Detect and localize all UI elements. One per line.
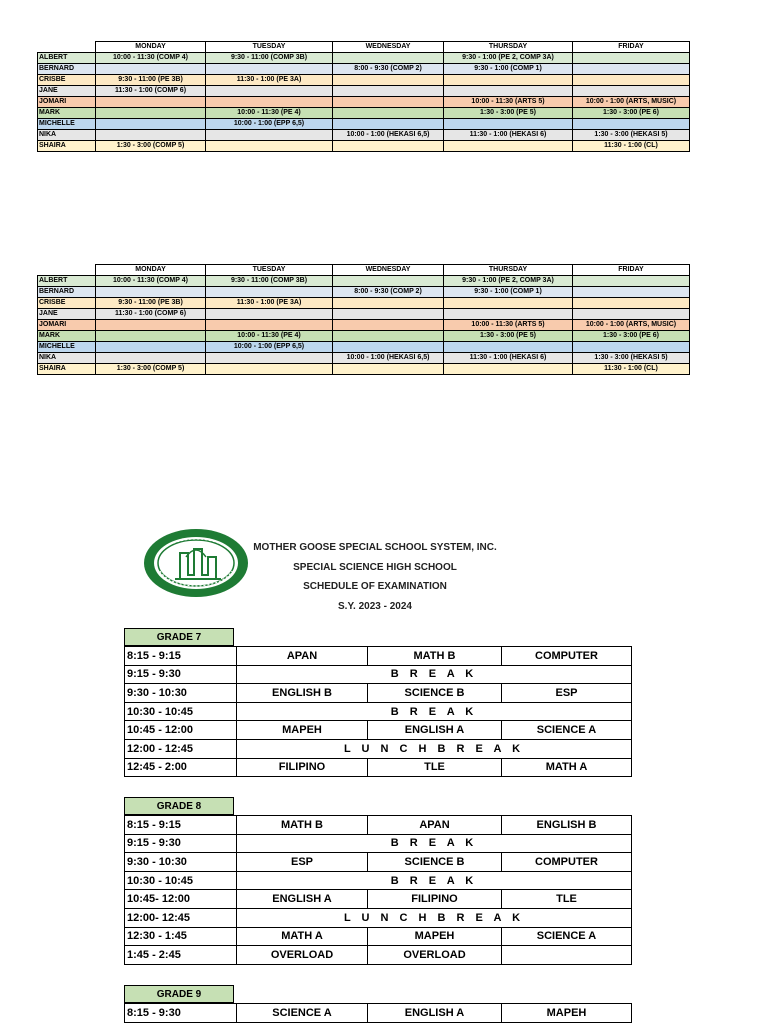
exam-subject: TLE — [368, 758, 502, 777]
schedule-cell — [573, 298, 690, 309]
exam-subject: TLE — [502, 890, 632, 909]
teacher-row — [38, 108, 690, 119]
schedule-cell: 1:30 - 3:00 (PE 6) — [573, 108, 690, 119]
schedule-cell — [96, 97, 206, 108]
schedule-cell — [444, 364, 573, 375]
schedule-cell — [96, 119, 206, 130]
schedule-cell — [573, 119, 690, 130]
schedule-cell — [333, 75, 444, 86]
exam-schedule-table — [124, 646, 632, 777]
schedule-cell: 10:00 - 11:30 (PE 4) — [206, 331, 333, 342]
schedule-cell — [206, 364, 333, 375]
exam-row — [125, 816, 632, 835]
school-seal-logo — [142, 527, 250, 599]
grade-label: GRADE 9 — [124, 985, 234, 1003]
exam-header — [250, 538, 500, 616]
exam-subject: ESP — [237, 853, 368, 872]
exam-time: 9:30 - 10:30 — [125, 684, 237, 703]
teacher-row — [38, 119, 690, 130]
schedule-cell — [206, 64, 333, 75]
header-corner-cell — [38, 42, 96, 53]
day-header: WEDNESDAY — [333, 42, 444, 53]
teacher-name: ALBERT — [38, 53, 96, 64]
exam-subject: ESP — [502, 684, 632, 703]
document-title: SCHEDULE OF EXAMINATION — [303, 581, 447, 592]
schedule-cell — [573, 53, 690, 64]
exam-subject: APAN — [368, 816, 502, 835]
exam-time: 8:15 - 9:30 — [125, 1004, 237, 1023]
exam-subject: MATH A — [237, 927, 368, 946]
exam-time: 9:15 - 9:30 — [125, 665, 237, 684]
schedule-cell — [573, 86, 690, 97]
schedule-cell: 11:30 - 1:00 (PE 3A) — [206, 75, 333, 86]
teacher-row — [38, 75, 690, 86]
schedule-cell: 9:30 - 11:00 (PE 3B) — [96, 75, 206, 86]
exam-subject: FILIPINO — [237, 758, 368, 777]
lunch-break-cell: L U N C H B R E A K — [237, 908, 632, 927]
exam-row — [125, 946, 632, 965]
schedule-cell — [96, 342, 206, 353]
teacher-name: BERNARD — [38, 287, 96, 298]
schedule-cell: 1:30 - 3:00 (PE 6) — [573, 331, 690, 342]
teacher-name: MICHELLE — [38, 119, 96, 130]
exam-subject: MAPEH — [502, 1004, 632, 1023]
schedule-cell: 11:30 - 1:00 (PE 3A) — [206, 298, 333, 309]
schedule-cell: 8:00 - 9:30 (COMP 2) — [333, 287, 444, 298]
exam-subject: OVERLOAD — [237, 946, 368, 965]
break-cell: B R E A K — [237, 702, 632, 721]
exam-subject: COMPUTER — [502, 647, 632, 666]
exam-row — [125, 665, 632, 684]
day-header: WEDNESDAY — [333, 265, 444, 276]
exam-time: 9:15 - 9:30 — [125, 834, 237, 853]
schedule-cell — [444, 309, 573, 320]
grade-label: GRADE 8 — [124, 797, 234, 815]
header-corner-cell — [38, 265, 96, 276]
day-header: THURSDAY — [444, 42, 573, 53]
exam-schedule-table — [124, 1003, 632, 1023]
schedule-cell — [333, 119, 444, 130]
teacher-name: JANE — [38, 309, 96, 320]
schedule-cell — [444, 119, 573, 130]
exam-subject: MAPEH — [368, 927, 502, 946]
schedule-cell — [333, 276, 444, 287]
schedule-cell — [333, 309, 444, 320]
teacher-schedule-table — [37, 264, 690, 375]
schedule-cell: 10:00 - 1:00 (HEKASI 6,5) — [333, 353, 444, 364]
exam-time: 10:30 - 10:45 — [125, 702, 237, 721]
exam-time: 10:30 - 10:45 — [125, 871, 237, 890]
teacher-name: JANE — [38, 86, 96, 97]
schedule-cell — [333, 53, 444, 64]
teacher-name: CRISBE — [38, 75, 96, 86]
exam-row — [125, 853, 632, 872]
schedule-cell: 1:30 - 3:00 (COMP 5) — [96, 364, 206, 375]
exam-subject: ENGLISH A — [237, 890, 368, 909]
exam-time: 1:45 - 2:45 — [125, 946, 237, 965]
schedule-cell: 1:30 - 3:00 (PE 5) — [444, 331, 573, 342]
schedule-cell: 9:30 - 11:00 (COMP 3B) — [206, 53, 333, 64]
schedule-cell: 10:00 - 1:00 (ARTS, MUSIC) — [573, 97, 690, 108]
exam-row — [125, 647, 632, 666]
schedule-cell — [333, 364, 444, 375]
exam-subject: MATH B — [237, 816, 368, 835]
exam-time: 12:00 - 12:45 — [125, 739, 237, 758]
teacher-row — [38, 276, 690, 287]
exam-time: 12:30 - 1:45 — [125, 927, 237, 946]
teacher-row — [38, 353, 690, 364]
schedule-cell: 10:00 - 11:30 (COMP 4) — [96, 276, 206, 287]
teacher-name: NIKA — [38, 353, 96, 364]
schedule-cell — [444, 86, 573, 97]
schedule-cell: 1:30 - 3:00 (HEKASI 5) — [573, 353, 690, 364]
teacher-name: JOMARI — [38, 97, 96, 108]
exam-subject: SCIENCE A — [237, 1004, 368, 1023]
exam-row — [125, 834, 632, 853]
teacher-row — [38, 364, 690, 375]
schedule-cell — [573, 287, 690, 298]
teacher-row — [38, 141, 690, 152]
schedule-cell — [96, 331, 206, 342]
day-header: FRIDAY — [573, 265, 690, 276]
schedule-cell: 10:00 - 1:00 (HEKASI 6,5) — [333, 130, 444, 141]
schedule-cell — [333, 86, 444, 97]
schedule-cell: 10:00 - 11:30 (COMP 4) — [96, 53, 206, 64]
school-year: S.Y. 2023 - 2024 — [338, 600, 412, 612]
schedule-cell: 10:00 - 11:30 (ARTS 5) — [444, 97, 573, 108]
teacher-row — [38, 331, 690, 342]
schedule-cell — [206, 353, 333, 364]
school-system-name: MOTHER GOOSE SPECIAL SCHOOL SYSTEM, INC. — [253, 542, 497, 553]
schedule-cell: 11:30 - 1:00 (HEKASI 6) — [444, 130, 573, 141]
schedule-cell — [444, 298, 573, 309]
exam-subject: APAN — [237, 647, 368, 666]
schedule-cell: 9:30 - 1:00 (COMP 1) — [444, 287, 573, 298]
schedule-cell — [96, 287, 206, 298]
exam-subject: ENGLISH A — [368, 1004, 502, 1023]
exam-row — [125, 739, 632, 758]
exam-subject: MATH B — [368, 647, 502, 666]
exam-time: 12:45 - 2:00 — [125, 758, 237, 777]
exam-row — [125, 684, 632, 703]
exam-subject: ENGLISH B — [237, 684, 368, 703]
schedule-cell: 9:30 - 11:00 (PE 3B) — [96, 298, 206, 309]
schedule-cell: 9:30 - 1:00 (PE 2, COMP 3A) — [444, 276, 573, 287]
teacher-name: ALBERT — [38, 276, 96, 287]
teacher-row — [38, 309, 690, 320]
schedule-cell — [333, 331, 444, 342]
teacher-row — [38, 53, 690, 64]
day-header: TUESDAY — [206, 42, 333, 53]
schedule-cell — [206, 287, 333, 298]
exam-time: 8:15 - 9:15 — [125, 816, 237, 835]
exam-time: 8:15 - 9:15 — [125, 647, 237, 666]
exam-subject: SCIENCE B — [368, 853, 502, 872]
schedule-cell — [333, 108, 444, 119]
schedule-cell: 11:30 - 1:00 (CL) — [573, 364, 690, 375]
exam-time: 10:45 - 12:00 — [125, 721, 237, 740]
teacher-row — [38, 298, 690, 309]
exam-row — [125, 1004, 632, 1023]
schedule-cell — [206, 130, 333, 141]
school-name: SPECIAL SCIENCE HIGH SCHOOL — [293, 561, 457, 573]
teacher-name: BERNARD — [38, 64, 96, 75]
exam-subject: COMPUTER — [502, 853, 632, 872]
exam-row — [125, 871, 632, 890]
day-header: MONDAY — [96, 42, 206, 53]
schedule-cell: 8:00 - 9:30 (COMP 2) — [333, 64, 444, 75]
schedule-cell: 10:00 - 1:00 (ARTS, MUSIC) — [573, 320, 690, 331]
schedule-cell — [444, 342, 573, 353]
exam-time: 10:45- 12:00 — [125, 890, 237, 909]
schedule-cell — [96, 130, 206, 141]
day-header: MONDAY — [96, 265, 206, 276]
schedule-cell — [333, 342, 444, 353]
exam-subject: SCIENCE B — [368, 684, 502, 703]
schedule-cell — [96, 64, 206, 75]
schedule-cell — [444, 75, 573, 86]
teacher-row — [38, 320, 690, 331]
schedule-cell: 1:30 - 3:00 (HEKASI 5) — [573, 130, 690, 141]
schedule-cell — [333, 320, 444, 331]
schedule-cell: 9:30 - 1:00 (COMP 1) — [444, 64, 573, 75]
schedule-cell — [333, 141, 444, 152]
teacher-row — [38, 287, 690, 298]
day-header: FRIDAY — [573, 42, 690, 53]
schedule-cell — [573, 342, 690, 353]
schedule-cell — [573, 75, 690, 86]
schedule-cell — [333, 298, 444, 309]
schedule-cell — [206, 309, 333, 320]
schedule-cell — [333, 97, 444, 108]
schedule-cell: 11:30 - 1:00 (COMP 6) — [96, 309, 206, 320]
schedule-cell — [573, 309, 690, 320]
schedule-cell: 1:30 - 3:00 (COMP 5) — [96, 141, 206, 152]
teacher-name: MARK — [38, 331, 96, 342]
exam-row — [125, 908, 632, 927]
teacher-name: MARK — [38, 108, 96, 119]
schedule-cell: 11:30 - 1:00 (HEKASI 6) — [444, 353, 573, 364]
exam-subject: ENGLISH A — [368, 721, 502, 740]
schedule-cell — [444, 141, 573, 152]
grade-label: GRADE 7 — [124, 628, 234, 646]
teacher-name: MICHELLE — [38, 342, 96, 353]
lunch-break-cell: L U N C H B R E A K — [237, 739, 632, 758]
schedule-cell: 10:00 - 1:00 (EPP 6,5) — [206, 119, 333, 130]
teacher-name: NIKA — [38, 130, 96, 141]
schedule-cell: 11:30 - 1:00 (CL) — [573, 141, 690, 152]
exam-row — [125, 758, 632, 777]
break-cell: B R E A K — [237, 834, 632, 853]
schedule-cell — [96, 108, 206, 119]
teacher-row — [38, 64, 690, 75]
exam-time: 12:00- 12:45 — [125, 908, 237, 927]
schedule-cell — [206, 141, 333, 152]
schedule-cell: 1:30 - 3:00 (PE 5) — [444, 108, 573, 119]
exam-subject: ENGLISH B — [502, 816, 632, 835]
schedule-cell — [206, 320, 333, 331]
schedule-cell: 9:30 - 1:00 (PE 2, COMP 3A) — [444, 53, 573, 64]
teacher-row — [38, 342, 690, 353]
schedule-cell — [206, 97, 333, 108]
schedule-cell: 10:00 - 1:00 (EPP 6,5) — [206, 342, 333, 353]
teacher-name: SHAIRA — [38, 364, 96, 375]
schedule-cell: 9:30 - 11:00 (COMP 3B) — [206, 276, 333, 287]
teacher-row — [38, 86, 690, 97]
schedule-cell — [573, 276, 690, 287]
exam-subject: SCIENCE A — [502, 721, 632, 740]
teacher-name: JOMARI — [38, 320, 96, 331]
teacher-row — [38, 130, 690, 141]
teacher-row — [38, 97, 690, 108]
schedule-cell — [573, 64, 690, 75]
exam-subject: SCIENCE A — [502, 927, 632, 946]
schedule-cell: 10:00 - 11:30 (ARTS 5) — [444, 320, 573, 331]
exam-schedule-table — [124, 815, 632, 965]
exam-subject — [502, 946, 632, 965]
teacher-name: SHAIRA — [38, 141, 96, 152]
exam-row — [125, 721, 632, 740]
teacher-schedule-table — [37, 41, 690, 152]
exam-subject: MAPEH — [237, 721, 368, 740]
schedule-cell — [206, 86, 333, 97]
exam-subject: MATH A — [502, 758, 632, 777]
teacher-name: CRISBE — [38, 298, 96, 309]
schedule-cell — [96, 353, 206, 364]
exam-row — [125, 927, 632, 946]
day-header: TUESDAY — [206, 265, 333, 276]
exam-row — [125, 890, 632, 909]
schedule-cell: 11:30 - 1:00 (COMP 6) — [96, 86, 206, 97]
day-header: THURSDAY — [444, 265, 573, 276]
schedule-cell: 10:00 - 11:30 (PE 4) — [206, 108, 333, 119]
exam-subject: FILIPINO — [368, 890, 502, 909]
schedule-cell — [96, 320, 206, 331]
break-cell: B R E A K — [237, 665, 632, 684]
exam-row — [125, 702, 632, 721]
break-cell: B R E A K — [237, 871, 632, 890]
exam-subject: OVERLOAD — [368, 946, 502, 965]
exam-time: 9:30 - 10:30 — [125, 853, 237, 872]
